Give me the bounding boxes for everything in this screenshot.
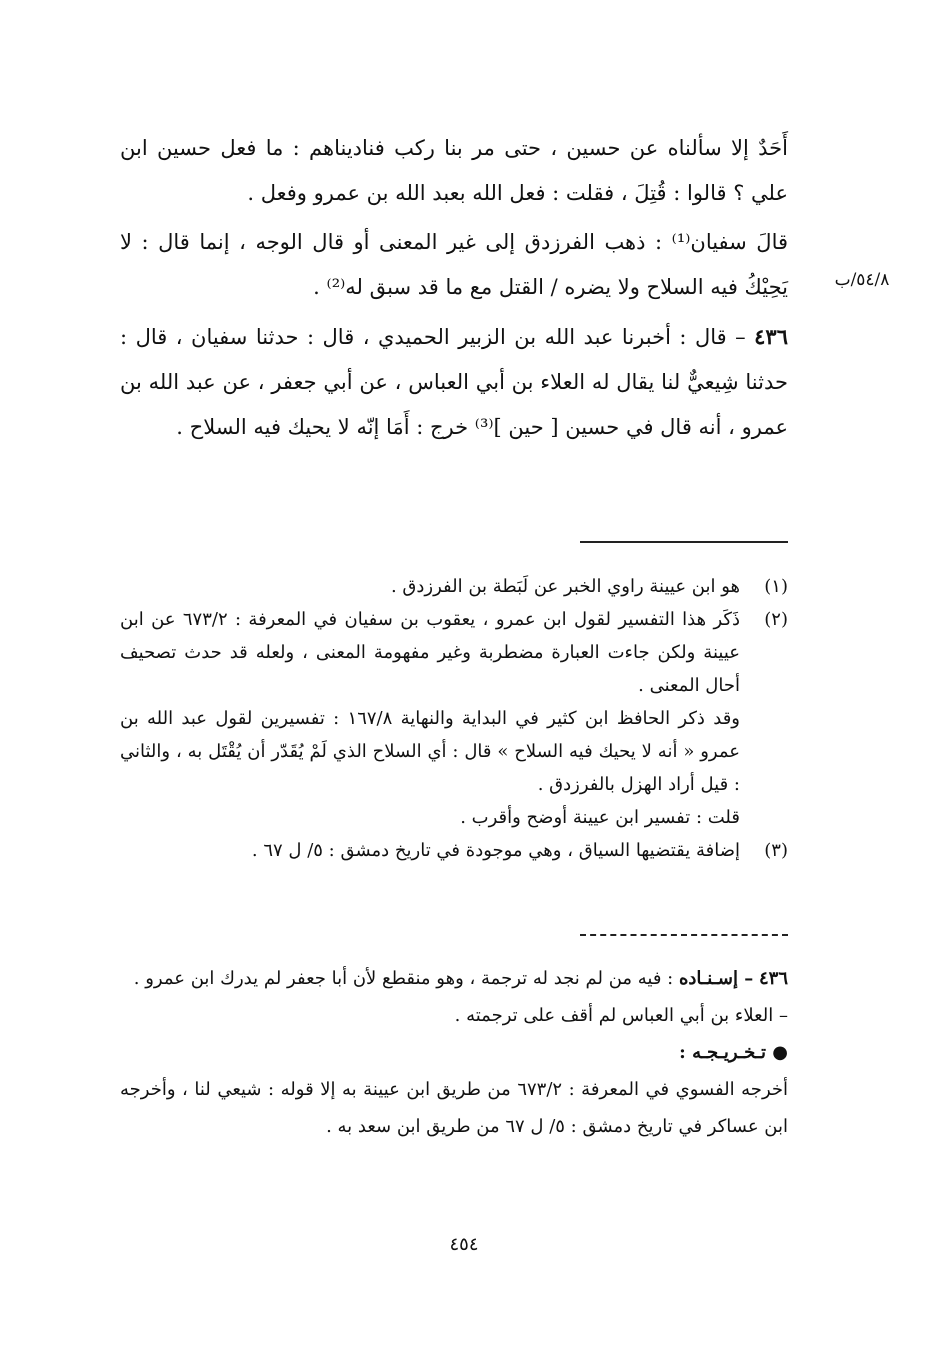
manuscript-folio-note: ٥٤/٨/ب [834, 270, 890, 290]
footnote-2-continuation: وقد ذكر الحافظ ابن كثير في البداية والنهاية ١٦٧/٨ : تفسيرين لقول عبد الله بن عمرو « أنه لا يحيك فيه السلاح » قال : أي السلاح الذي لَمْ يُقَدّر أن يُقْتَل به ، والثاني : قيل أراد الهزل بالفرزدق . [120, 708, 741, 795]
footnote-3-text: إضافة يقتضيها السياق ، وهي موجودة في تاريخ دمشق : ٥/ ل ٦٧ . [251, 840, 740, 861]
analysis-section [120, 960, 788, 1145]
main-text [120, 126, 788, 450]
isnad-text: : فيه من لم نجد له ترجمة ، وهو منقطع لأن أبا جعفر لم يدرك ابن عمرو . [133, 968, 674, 989]
footnote-1-text: هو ابن عيينة راوي الخبر عن لَبَطة بن الفرزدق . [390, 576, 740, 597]
footnote-divider [580, 541, 788, 543]
footnote-3 [120, 834, 788, 867]
takhrij-heading [120, 1034, 788, 1071]
paragraph-2: قالَ سفيان⁽¹⁾ : ذهب الفرزدق إلى غير المعنى أو قال الوجه ، إنما قال : لا يَحِيْكُ فيه السلاح ولا يضره / القتل مع ما قد سبق له⁽²⁾ . [120, 230, 789, 299]
narrator-note: – العلاء بن أبي العباس لم أقف على ترجمته . [454, 1005, 788, 1026]
isnad-label: – إسـنـاده [678, 968, 754, 989]
analysis-divider [580, 934, 788, 936]
footnote-3-number: (٣) [764, 840, 788, 861]
paragraph-1: أَحَدٌ إلا سألناه عن حسين ، حتى مر بنا ركب فناديناهم : ما فعل حسين ابن علي ؟ قالوا : قُتِلَ ، فقلت : فعل الله بعبد الله بن عمرو وفعل . [120, 136, 788, 205]
takhrij-text: أخرجه الفسوي في المعرفة : ٦٧٣/٢ من طريق ابن عيينة به إلا قوله : شيعي لنا ، وأخرجه ابن عساكر في تاريخ دمشق : ٥/ ل ٦٧ من طريق ابن سعد به . [120, 1079, 788, 1137]
page-number: ٤٥٤ [449, 1234, 479, 1255]
isnad-paragraph [120, 960, 788, 997]
analysis-number: ٤٣٦ [758, 968, 788, 989]
footnote-2-number: (٢) [764, 609, 788, 630]
footnote-2-text: ذَكَر هذا التفسير لقول ابن عمرو ، يعقوب بن سفيان في المعرفة : ٦٧٣/٢ عن ابن عيينة ولكن جاءت العبارة مضطربة وغير مفهومة المعنى ، ولعله قد حدث تصحيف أحال المعنى . [120, 609, 740, 696]
footnote-1 [120, 570, 788, 603]
footnote-2-remark: قلت : تفسير ابن عيينة أوضح وأقرب . [460, 807, 740, 828]
takhrij-label: ● تـخـريـجـه : [679, 1042, 788, 1063]
paragraph-436 [120, 314, 788, 450]
hadith-number: ٤٣٦ [754, 324, 788, 349]
footnote-1-number: (١) [764, 576, 788, 597]
footnotes [120, 570, 788, 867]
hadith-text: – قال : أخبرنا عبد الله بن الزبير الحميدي ، قال : حدثنا سفيان ، قال : حدثنا شِيعيٌّ لنا يقال له العلاء بن أبي العباس ، عن أبي جعفر ، عن عبد الله بن عمرو ، أنه قال في حسين [ حين ]⁽³⁾ خرج : أَمَا إنّه لا يحيك فيه السلاح . [120, 325, 788, 439]
footnote-2 [120, 603, 788, 702]
